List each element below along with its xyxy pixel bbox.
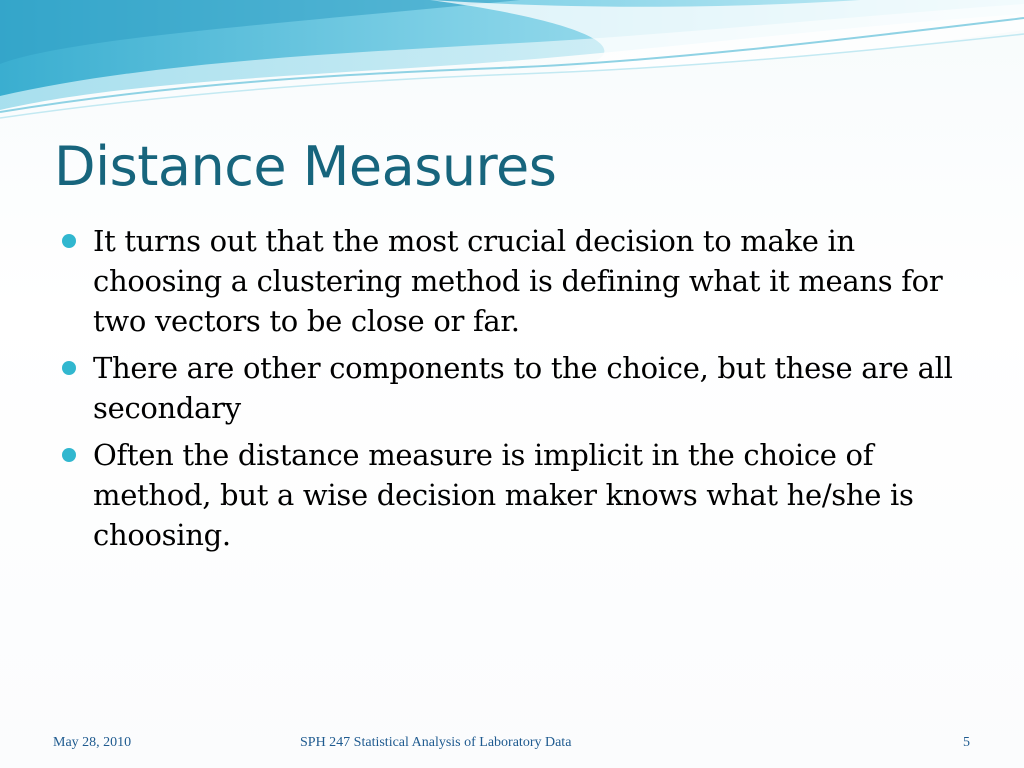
bullet-dot-icon [62, 234, 76, 248]
bullet-text: There are other components to the choice, but these are all secondary [93, 351, 953, 425]
footer-page-number: 5 [963, 735, 970, 750]
slide-title: Distance Measures [54, 135, 557, 198]
bullet-dot-icon [62, 361, 76, 375]
bullet-item [62, 221, 967, 341]
bullet-item [62, 348, 967, 428]
wave-header-decoration [0, 0, 1024, 130]
footer-course-title: SPH 247 Statistical Analysis of Laboratory Data [300, 735, 572, 750]
bullet-list [62, 221, 967, 562]
bullet-text: It turns out that the most crucial decision to make in choosing a clustering method is defining what it means for two vectors to be close or far. [93, 224, 943, 338]
bullet-dot-icon [62, 448, 76, 462]
bullet-text: Often the distance measure is implicit in the choice of method, but a wise decision maker knows what he/she is choosing. [93, 438, 914, 552]
bullet-item [62, 435, 967, 555]
footer-date: May 28, 2010 [53, 735, 132, 750]
